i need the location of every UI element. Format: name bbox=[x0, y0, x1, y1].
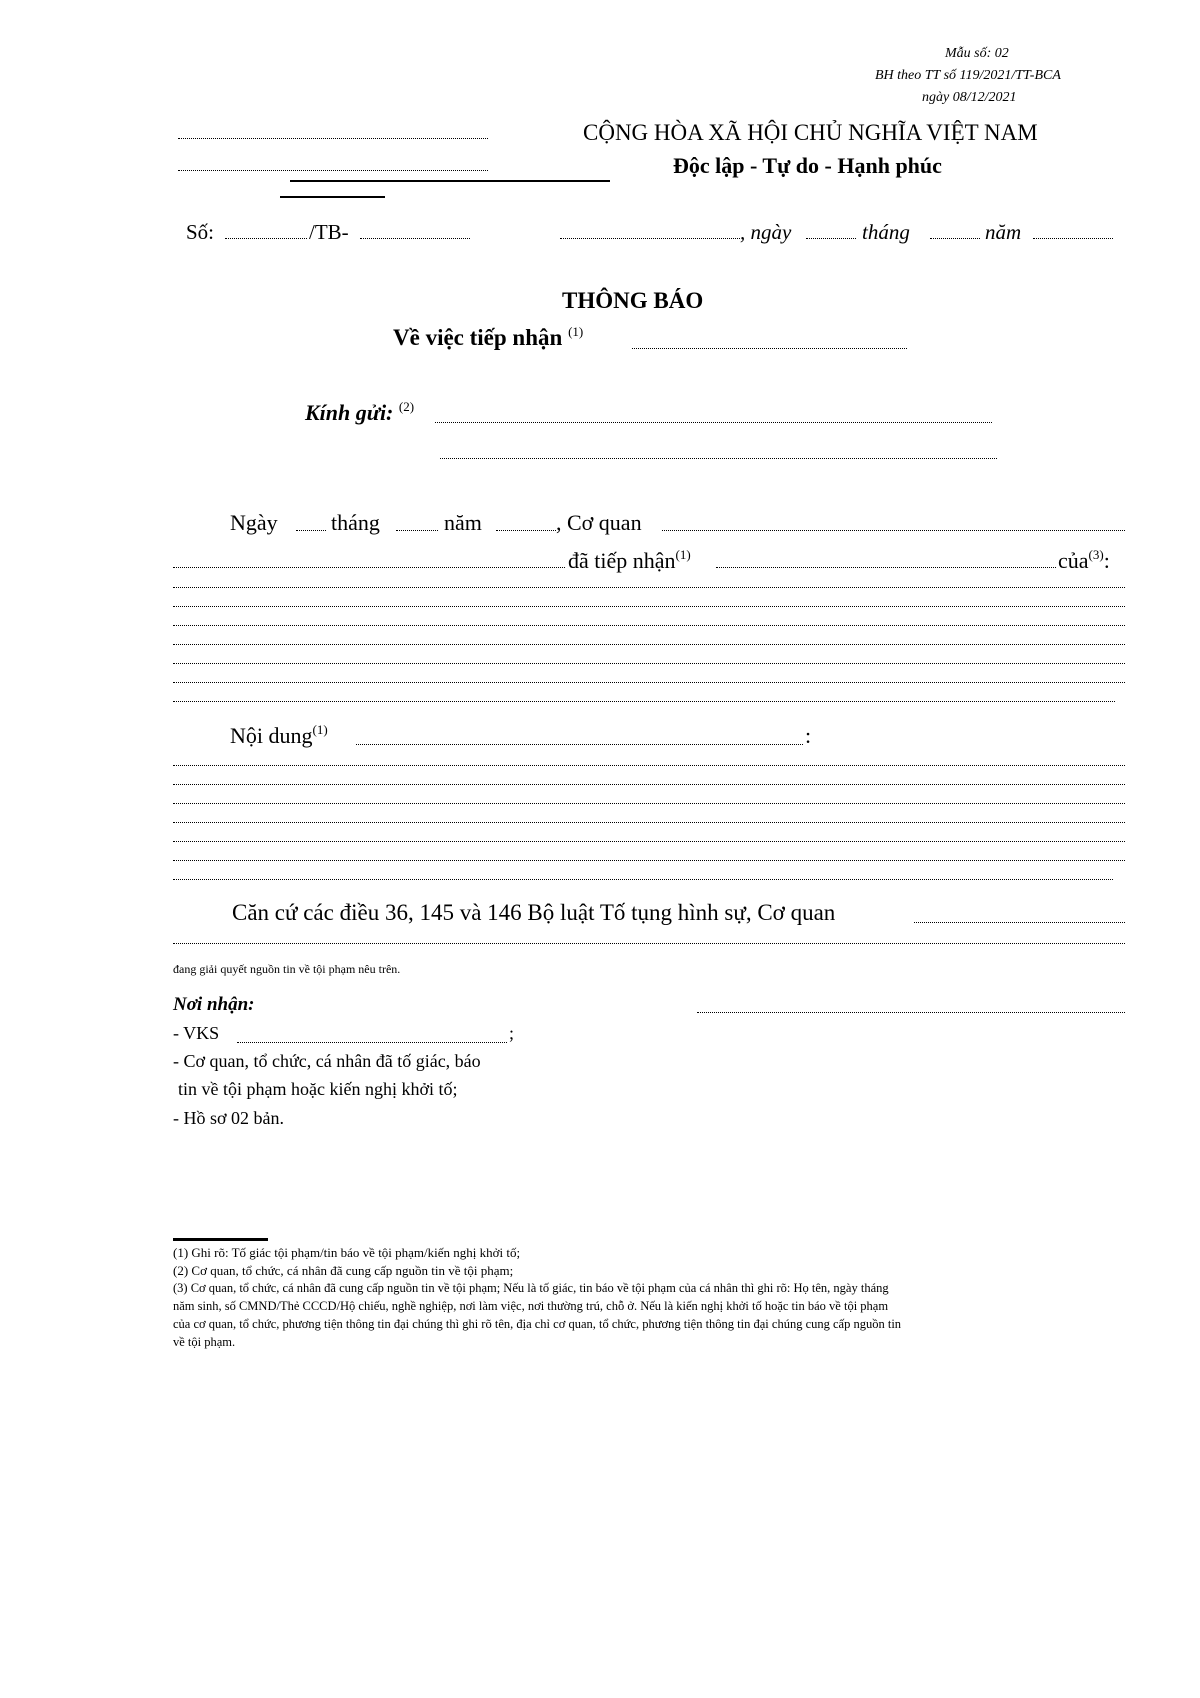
agency-name-line-2[interactable] bbox=[178, 170, 488, 171]
recipient-vks: - VKS bbox=[173, 1023, 220, 1043]
date-month-field[interactable] bbox=[930, 238, 980, 239]
body-year-label: năm bbox=[444, 510, 482, 535]
content-line-3[interactable] bbox=[173, 803, 1125, 804]
agency-underline bbox=[280, 196, 385, 198]
footnote-separator bbox=[173, 1238, 268, 1241]
form-number: Mẫu số: 02 bbox=[945, 46, 1009, 61]
footnote-2: (2) Cơ quan, tổ chức, cá nhân đã cung cấp nguồn tin về tội phạm; bbox=[173, 1263, 514, 1278]
date-year-label: năm bbox=[985, 220, 1022, 244]
basis-text: Căn cứ các điều 36, 145 và 146 Bộ luật Tố tụng hình sự, Cơ quan bbox=[232, 900, 836, 925]
body-received-label: đã tiếp nhận$^{(1)}$ bbox=[568, 547, 691, 573]
footnote-1: (1) Ghi rõ: Tố giác tội phạm/tin báo về tội phạm/kiến nghị khởi tố; bbox=[173, 1245, 521, 1260]
recipient-label: Kính gửi: $^{(2)}$ bbox=[305, 399, 415, 425]
content-line-7[interactable] bbox=[173, 879, 1113, 880]
date-day-field[interactable] bbox=[806, 238, 856, 239]
date-month-label: tháng bbox=[862, 220, 910, 244]
agency-name-line-1[interactable] bbox=[178, 138, 488, 139]
content-line-1[interactable] bbox=[173, 765, 1125, 766]
body-agency-label: , Cơ quan bbox=[556, 510, 642, 535]
document-agency-code-field[interactable] bbox=[360, 238, 470, 239]
content-line-4[interactable] bbox=[173, 822, 1125, 823]
body-detail-line-3[interactable] bbox=[173, 625, 1125, 626]
body-detail-line-6[interactable] bbox=[173, 682, 1125, 683]
recipient-org-line-1: - Cơ quan, tổ chức, cá nhân đã tố giác, báo bbox=[173, 1051, 481, 1071]
nation-title: CỘNG HÒA XÃ HỘI CHỦ NGHĨA VIỆT NAM bbox=[583, 120, 1038, 145]
body-day-field[interactable] bbox=[296, 530, 326, 531]
body-detail-line-4[interactable] bbox=[173, 644, 1125, 645]
recipient-vks-field[interactable] bbox=[237, 1042, 507, 1043]
place-field[interactable] bbox=[560, 238, 740, 239]
basis-small-line: đang giải quyết nguồn tin về tội phạm nêu trên. bbox=[173, 962, 401, 976]
body-day-label: Ngày bbox=[230, 510, 278, 535]
basis-agency-field[interactable] bbox=[914, 922, 1125, 923]
recipient-file: - Hồ sơ 02 bản. bbox=[173, 1108, 285, 1128]
form-issued-by: BH theo TT số 119/2021/TT-BCA bbox=[875, 68, 1061, 83]
subject-field[interactable] bbox=[632, 348, 907, 349]
recipient-field-2[interactable] bbox=[440, 458, 997, 459]
footnote-3-line-3: của cơ quan, tổ chức, phương tiện thông tin đại chúng thì ghi rõ tên, địa chỉ cơ quan, tổ chức, phương tiện thông tin đại chúng cung cấp nguồn tin bbox=[173, 1317, 902, 1331]
recipient-field-1[interactable] bbox=[435, 422, 992, 423]
document-subtitle: Về việc tiếp nhận $^{(1)}$ bbox=[393, 324, 584, 350]
body-detail-line-5[interactable] bbox=[173, 663, 1125, 664]
basis-agency-field-cont[interactable] bbox=[173, 943, 1125, 944]
footnote-3-line-4: về tội phạm. bbox=[173, 1335, 236, 1349]
content-colon: : bbox=[805, 723, 812, 748]
body-month-label: tháng bbox=[331, 510, 380, 535]
body-month-field[interactable] bbox=[396, 530, 438, 531]
footnote-3-line-2: năm sinh, số CMND/Thẻ CCCD/Hộ chiếu, nghề nghiệp, nơi làm việc, nơi thường trú, chỗ ở. Nếu là kiến nghị khởi tố hoặc tin báo về tội phạm bbox=[173, 1299, 889, 1313]
document-title: THÔNG BÁO bbox=[562, 288, 704, 313]
document-number-label: Số: bbox=[186, 220, 215, 244]
content-field[interactable] bbox=[356, 744, 803, 745]
header-underline-left bbox=[290, 180, 610, 182]
footnote-3-line-1: (3) Cơ quan, tổ chức, cá nhân đã cung cấp nguồn tin về tội phạm; Nếu là tố giác, tin báo về tội phạm của cá nhân thì ghi rõ: Họ tên, ngày tháng bbox=[173, 1281, 889, 1295]
body-received-field[interactable] bbox=[716, 567, 1056, 568]
body-year-field[interactable] bbox=[496, 530, 556, 531]
body-detail-line-1[interactable] bbox=[173, 587, 1125, 588]
recipient-org-line-2: tin về tội phạm hoặc kiến nghị khởi tố; bbox=[178, 1079, 458, 1099]
body-detail-line-2[interactable] bbox=[173, 606, 1125, 607]
content-line-2[interactable] bbox=[173, 784, 1125, 785]
content-label: Nội dung$^{(1)}$ bbox=[230, 722, 328, 748]
content-line-6[interactable] bbox=[173, 860, 1125, 861]
form-issued-date: ngày 08/12/2021 bbox=[922, 90, 1017, 105]
date-day-label: , ngày bbox=[740, 220, 792, 244]
body-agency-field-cont[interactable] bbox=[173, 567, 565, 568]
national-motto: Độc lập - Tự do - Hạnh phúc bbox=[673, 153, 942, 178]
content-line-5[interactable] bbox=[173, 841, 1125, 842]
signer-title-field[interactable] bbox=[697, 1012, 1125, 1013]
body-of-label: của$^{(3)}$: bbox=[1058, 547, 1110, 573]
recipient-vks-end: ; bbox=[509, 1023, 515, 1043]
recipients-label: Nơi nhận: bbox=[173, 994, 255, 1015]
date-year-field[interactable] bbox=[1033, 238, 1113, 239]
body-detail-line-7[interactable] bbox=[173, 701, 1115, 702]
document-number-field[interactable] bbox=[225, 238, 307, 239]
body-agency-field[interactable] bbox=[662, 530, 1125, 531]
document-tb-label: /TB- bbox=[309, 220, 349, 244]
